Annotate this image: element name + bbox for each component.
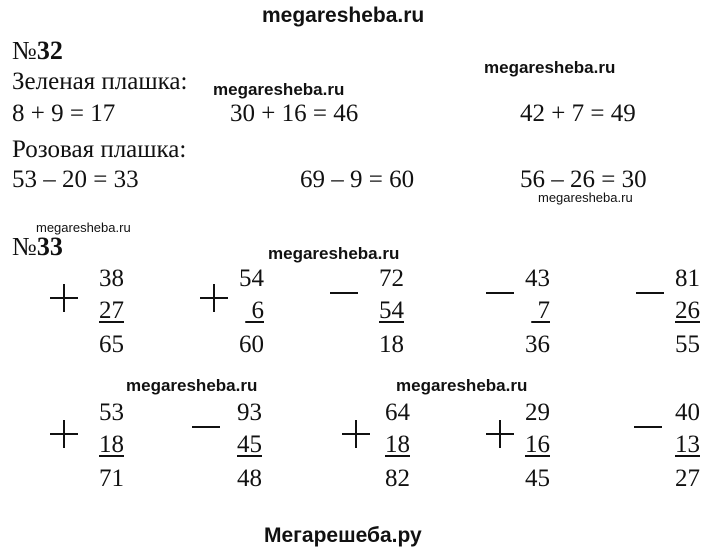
operand-b: 45 [237, 431, 262, 458]
watermark: megaresheba.ru [538, 190, 633, 205]
operand-b: 7 [537, 297, 550, 324]
plus-sign-icon [50, 284, 78, 312]
operand-a: 64 [385, 399, 410, 426]
operand-a: 38 [99, 265, 124, 292]
result: 18 [379, 331, 404, 358]
watermark: megaresheba.ru [268, 244, 400, 263]
equation: 30 + 16 = 46 [230, 100, 359, 127]
equation: 69 – 9 = 60 [300, 166, 415, 193]
minus-sign-icon [634, 426, 662, 428]
operand-b: 18 [99, 431, 124, 458]
equation: 53 – 20 = 33 [12, 166, 139, 193]
watermark: megaresheba.ru [36, 220, 131, 235]
operand-a: 93 [237, 399, 262, 426]
green-plate-label: Зеленая плашка: [12, 68, 188, 95]
result: 48 [237, 465, 262, 492]
operand-b: 6 [251, 297, 264, 324]
result: 71 [99, 465, 124, 492]
operand-a: 54 [239, 265, 264, 292]
result: 27 [675, 465, 700, 492]
operand-a: 43 [525, 265, 550, 292]
result: 82 [385, 465, 410, 492]
operand-a: 81 [675, 265, 700, 292]
result: 60 [239, 331, 264, 358]
result: 65 [99, 331, 124, 358]
watermark: megaresheba.ru [126, 376, 258, 395]
result: 45 [525, 465, 550, 492]
operand-a: 72 [379, 265, 404, 292]
equation: 42 + 7 = 49 [520, 100, 636, 127]
result: 55 [675, 331, 700, 358]
plus-sign-icon [50, 420, 78, 448]
operand-b: 16 [525, 431, 550, 458]
task-33-heading: №33 [12, 232, 63, 261]
equation: 56 – 26 = 30 [520, 166, 647, 193]
pink-plate-label: Розовая плашка: [12, 136, 187, 163]
operand-a: 29 [525, 399, 550, 426]
operand-b: 18 [385, 431, 410, 458]
operand-a: 53 [99, 399, 124, 426]
operand-b: 26 [675, 297, 700, 324]
watermark: megaresheba.ru [484, 58, 616, 77]
equation: 8 + 9 = 17 [12, 100, 116, 127]
watermark-bottom: Мегарешеба.ру [264, 524, 422, 547]
operand-b: 54 [379, 297, 404, 324]
operand-b: 13 [675, 431, 700, 458]
minus-sign-icon [192, 426, 220, 428]
plus-sign-icon [342, 420, 370, 448]
task-32-heading: №32 [12, 36, 63, 65]
watermark: megaresheba.ru [213, 80, 345, 99]
operand-b: 27 [99, 297, 124, 324]
watermark: megaresheba.ru [396, 376, 528, 395]
operand-a: 40 [675, 399, 700, 426]
watermark-top: megaresheba.ru [262, 4, 425, 27]
minus-sign-icon [330, 292, 358, 294]
result: 36 [525, 331, 550, 358]
